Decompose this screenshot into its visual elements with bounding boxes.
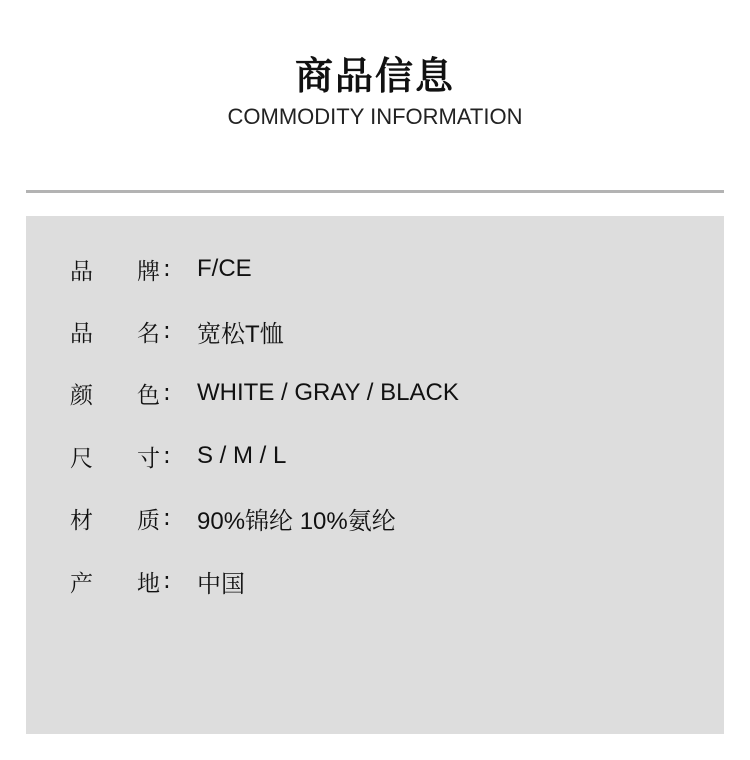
- info-row-color: [70, 377, 459, 409]
- info-label-char-2: 地: [137, 570, 160, 597]
- info-row-origin: [70, 565, 245, 597]
- info-label-char-1: 产: [70, 570, 93, 597]
- info-value-color: WHITE / GRAY / BLACK: [197, 379, 459, 406]
- info-label-char-2: 寸: [137, 445, 160, 472]
- info-label-char-1: 尺: [70, 445, 93, 472]
- info-colon: :: [163, 568, 171, 594]
- info-panel: [26, 216, 724, 734]
- info-value-origin: 中国: [197, 570, 245, 598]
- info-label-char-1: 品: [70, 258, 93, 285]
- page-subtitle: COMMODITY INFORMATION: [227, 104, 523, 129]
- info-label-char-2: 牌: [137, 258, 160, 285]
- info-colon: :: [163, 318, 171, 344]
- info-row-product-name: [70, 315, 284, 347]
- info-label-char-1: 品: [70, 320, 93, 347]
- page-title: 商品信息: [294, 54, 455, 98]
- info-value-product-name: 宽松T恤: [197, 320, 284, 348]
- info-label-char-1: 材: [70, 507, 93, 534]
- info-value-material: 90%锦纶 10%氨纶: [197, 507, 396, 535]
- header-divider: [26, 190, 724, 193]
- info-row-brand: [70, 253, 252, 285]
- info-colon: :: [163, 443, 171, 469]
- info-value-brand: F/CE: [197, 255, 252, 282]
- info-label-char-2: 色: [137, 382, 160, 409]
- info-row-material: [70, 502, 396, 534]
- info-value-size: S / M / L: [197, 442, 287, 469]
- info-colon: :: [163, 505, 171, 531]
- info-label-char-2: 名: [137, 320, 160, 347]
- info-colon: :: [163, 256, 171, 282]
- info-label-char-1: 颜: [70, 382, 93, 409]
- info-label-char-2: 质: [137, 507, 160, 534]
- info-row-size: [70, 440, 286, 472]
- info-colon: :: [163, 380, 171, 406]
- header: [0, 52, 750, 132]
